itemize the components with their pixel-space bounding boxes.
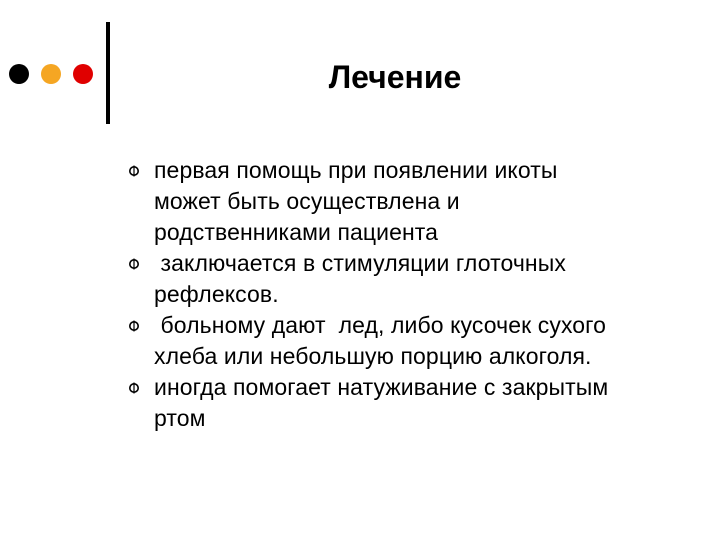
hollow-circle-icon: [128, 165, 140, 177]
orange-dot-icon: [41, 64, 61, 84]
title-divider-line: [106, 22, 110, 124]
red-dot-icon: [73, 64, 93, 84]
hollow-circle-icon: [128, 382, 140, 394]
black-dot-icon: [9, 64, 29, 84]
bullet-item: [128, 248, 688, 310]
bullet-text: иногда помогает натуживание с закрытым ртом: [154, 374, 609, 431]
bullet-text: больному дают лед, либо кусочек сухого хлеба или небольшую порцию алкоголя.: [154, 312, 607, 369]
bullet-item: [128, 155, 688, 248]
bullet-text: заключается в стимуляции глоточных рефлексов.: [154, 250, 566, 307]
slide-title: Лечение: [328, 59, 462, 95]
bullet-item: [128, 310, 688, 372]
hollow-circle-icon: [128, 320, 140, 332]
bullet-item: [128, 372, 688, 434]
decorative-dots: [9, 64, 93, 84]
hollow-circle-icon: [128, 258, 140, 270]
bullet-list: [128, 155, 688, 434]
bullet-text: первая помощь при появлении икоты может быть осуществлена и родственниками пациента: [154, 157, 558, 245]
